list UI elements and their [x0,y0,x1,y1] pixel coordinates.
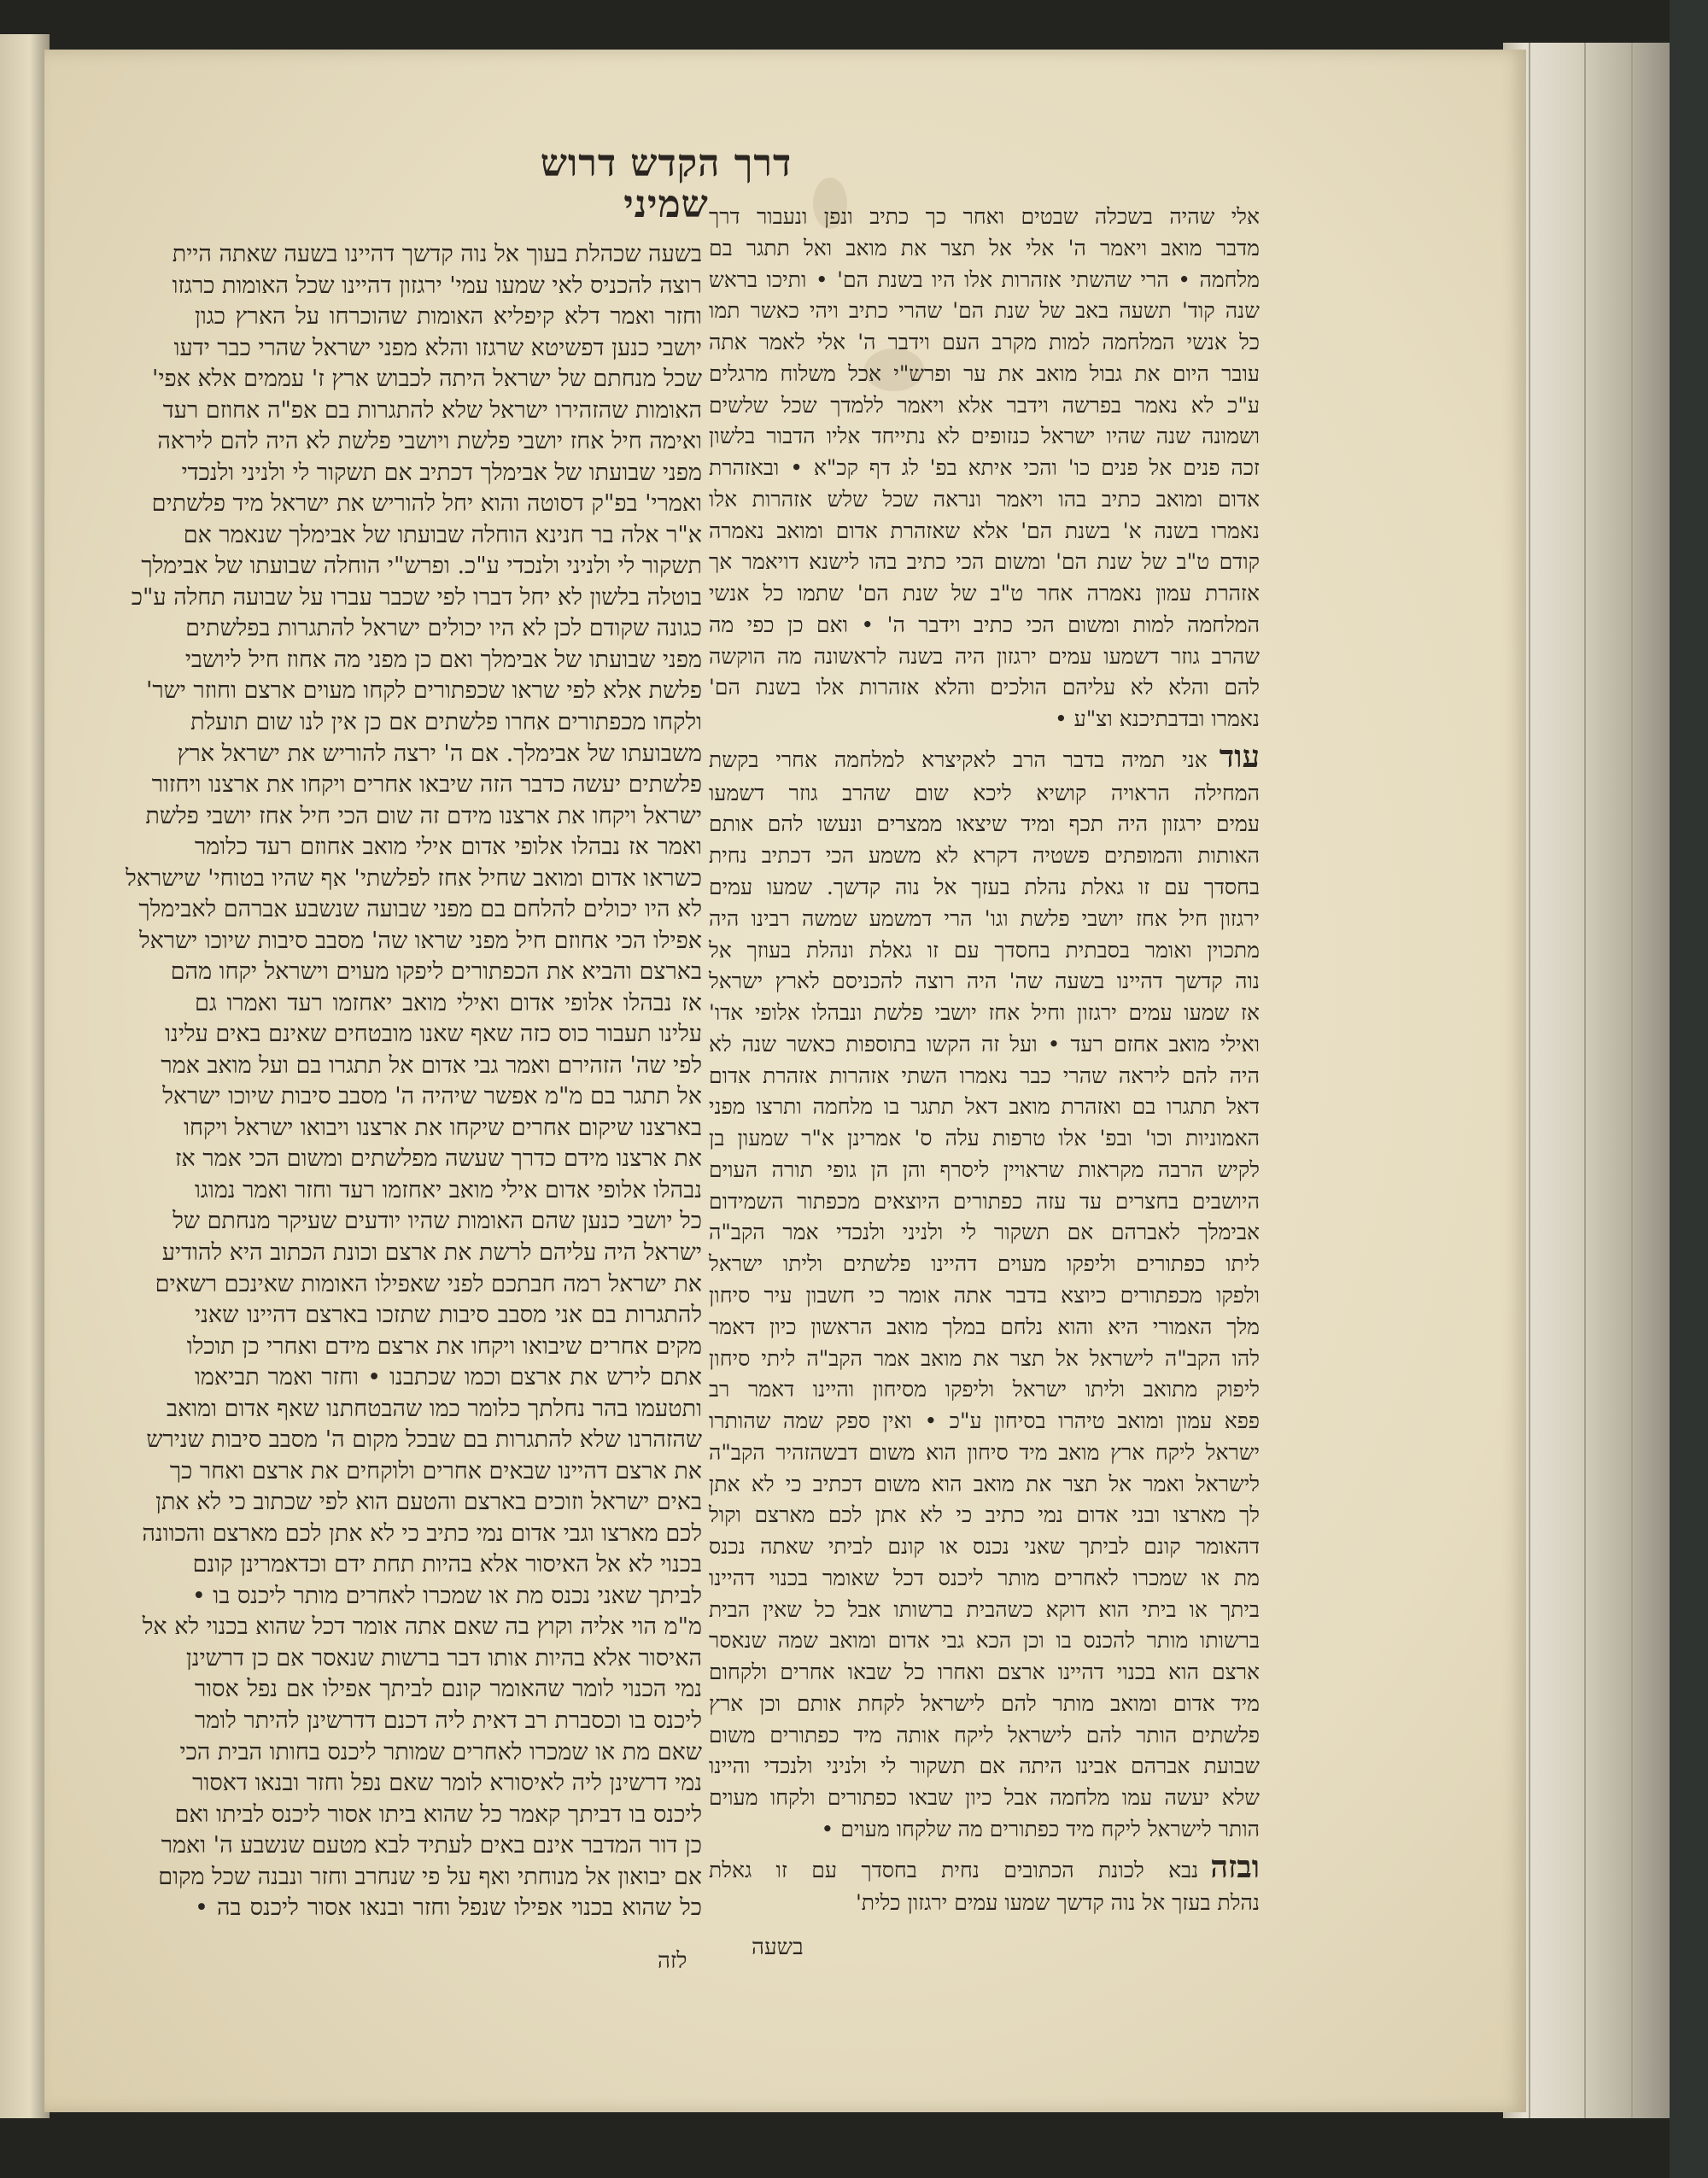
text-line [173,1208,702,1235]
text-line [173,334,702,361]
line-text: עלינו תעבור כוס כזה שאף שאנו מובטחים שאינם באים עלינו [165,1021,702,1048]
text-line [195,990,702,1016]
line-text: וחזר ואמר דלא קיפליא האומות שהוכרחו על הארץ כגון [195,303,702,331]
line-text: ע"כ לא נאמר בפרשה וידבר אלא ויאמר ללמדך שכל שלשים [709,392,1260,418]
text-line [174,1800,702,1828]
text-line [195,1676,702,1702]
line-text: אזהרת עמון נאמרה אחר ט"ב של שנת הם' שתמו כל אנשי [709,581,1260,606]
paragraph-lead-word: עוד [1219,738,1260,776]
line-text: האיסור אלא בהיות אותו דבר ברשות שנאסר אם כן דרשינן [185,1644,702,1672]
line-text: עמים ירגזון היה תכף ומיד שיצאו ממצרים ונעשו להם אותם [709,811,1260,837]
text-line [183,521,702,548]
text-line [169,1457,702,1484]
text-line [709,205,1260,230]
line-text: לך מארצו ובני אדום נמי כתיב כי לא אתן לכם מארצם וקול [709,1502,1260,1528]
line-text: משבועתו של אבימלך. אם ה' ירצה להוריש את ישראל ארץ [177,740,702,767]
line-text: מקים אחרים שיבואו ויקחו את ארצם מידם ואחרי כן תוכלו [186,1332,702,1360]
line-text: אלי שהיה בשכלה שבטים ואחר כך כתיב ונפן ונעבור דרך [709,204,1260,229]
line-text: מפני שבועתו של אבימלך ואם כן מפני מה אחוז חיל ליושבי [184,646,702,673]
text-line [709,1891,1260,1916]
text-line [185,1644,702,1672]
line-text: נמי הכנוי לומר שהאומר קונם לביתך אפילו אם נפל אסור [195,1676,702,1703]
line-text: מלך האמורי היא והוא נלחם במלך מואב הראשון כיון דאמר [709,1314,1260,1339]
line-text: אדום ומואב כתיב בהו ויאמר ונראה שכל שלש אזהרות אלו [709,486,1260,512]
line-text: לקיש הרבה מקראות שראויין ליסרף והן הן גופי תורה העוים [709,1156,1260,1182]
text-line [152,366,702,393]
line-text: שכל מנחתם של ישראל היתה לכבוש ארץ ז' עממים אלא אפי' [152,366,702,393]
text-line [191,1582,702,1609]
line-text: הותר לישראל ליקח מיד כפתורים מה שלקחו מעוים • [821,1816,1260,1841]
text-line [145,677,702,705]
line-text: יושבי כנען דפשיטא שרגזו והלא מפני ישראל שהרי כבר ידעו [173,334,702,361]
text-line [192,1770,702,1797]
line-text: נוה קדשך דהיינו בשעה שה' היה רוצה להכניסם לארץ ישראל [709,969,1260,994]
line-text: שהזהרנו שלא להתגרות בם שבכל מקום ה' מסבב סיבות שנירש [146,1426,702,1454]
line-text: מפני שבועתו של אבימלך דכתיב אם תשקור לי ולניני ולנכדי [181,459,702,486]
text-line [709,1221,1260,1245]
text-line [161,1051,702,1079]
text-line [185,615,702,642]
text-line [172,272,702,299]
line-text: באים ישראל וזוכים בארצם והטעם הוא לפי שכתוב כי לא אתן [155,1489,702,1516]
text-line [195,834,702,860]
text-line [165,1021,702,1048]
right-text-column [709,205,1260,1917]
text-line [709,1692,1260,1717]
line-text: פפא עמון ומואב טיהרו בסיחון ע"כ • ואין ספק שמה שהותרו [709,1408,1260,1434]
text-line [709,1441,1260,1466]
line-text: נאמרו בשנה א' בשנת הם' אלא שאזהרת אדום ומואב נאמרה [709,518,1260,543]
line-text: האותות והמופתים פשטיה דקרא לא משמע הכי דכתיב נחית [709,843,1260,869]
text-line [155,1489,702,1516]
line-text: לביתך שאני נכנס מת או שמכרו לאחרים מותר ליכנס בו • [191,1582,702,1609]
line-text: ישראל ליקח ארץ מואב מיד סיחון הוא משום דבשהזהיר הקב"ה [709,1439,1260,1465]
line-text: ולקחו מכפתורים אחרו פלשתים אם כן אין לנו שום תועלת [190,708,702,735]
text-line [167,1395,702,1422]
line-text: אז שמעו עמים ירגזון וחיל אחז יושבי פלשת ונבהלו אלופי אדו' [709,1000,1260,1026]
text-line [709,237,1260,261]
text-line [170,958,702,986]
text-line [138,896,702,923]
line-text: פלשת אלא לפי שראו שכפתורים לקחו מעוים ארצם וחוזר ישר' [145,677,702,705]
line-text: נהלת בעזך אל נוה קדשך שמעו עמים ירגזון כלית' [855,1890,1260,1916]
text-line [709,1252,1260,1277]
line-text: ולפקו מכפתורים כיוצא בדבר אתה אומר כי חשבון עיר סיחון [709,1282,1260,1308]
line-text: בארצם והביא את הכפתורים ליפקו מעוים וישראל יקחו מהם [170,958,702,986]
line-text: ברשותו מותר להכנס בו וכן הכא גבי אדום ומואב שמה שנאסר [709,1628,1260,1654]
line-text: פלשתים יעשה כדבר הזה שיבאו אחרים ויקחו את ארצנו ויחזור [151,771,702,799]
line-text: כל אנשי המלחמה למות מקרב העם וידבר ה' אלי לאמר אתה [709,330,1260,355]
text-line [709,1472,1260,1497]
left-text-column [126,241,702,1922]
line-text: ואמרי' בפ"ק דסוטה והוא יחל להוריש את ישראל מיד פלשתים [151,490,702,518]
line-text: לא היו יכולים להלחם בם מפני שבועה שנשבע אברהם לאבימלך [138,896,702,923]
text-line [709,782,1260,806]
text-line [177,740,702,767]
line-text: כל יושבי כנען שהם האומות שהיו יודעים שעיקר מנחתם של [173,1208,702,1235]
line-text: בוטלה בלשון לא יחל דברו לפי שכבר עברו על שבועה תחלה ע"כ [131,583,702,611]
text-line [709,1347,1260,1372]
line-text: שבועת אברהם אבינו היתה אם תשקור לי ולניני ולנכדי והיינו [709,1754,1260,1779]
line-text: ואילי מואב אחזם רעד • ועל זה הקשו בתוספות כאשר שנה לא [709,1031,1260,1057]
line-text: תשקור לי ולניני ולנכדי ע"כ. ופרש"י הוחלה שבועתו של אבימלך [141,553,702,580]
line-text: להו הקב"ה לישראל אל תצר את מואב אמר הקב"ה ליתי סיחון [709,1345,1260,1371]
line-text: מת או שמכרו לאחרים מותר ליכנס דכל שאומר בכנוי דהיינו [709,1565,1260,1590]
text-line [161,1239,702,1266]
text-line [179,1738,702,1765]
text-line [709,1158,1260,1183]
text-line [162,396,702,424]
text-line [709,519,1260,544]
text-line [709,875,1260,900]
line-text: כשראו אדום ומואב שחיל אחז לפלשתי' אף שהיו בטוחי' שישראל [126,864,702,892]
line-text: לפי שה' הזהירם ואמר גבי אדום אל תתגרו בם ועל מואב אמר [161,1051,702,1079]
text-line [709,424,1260,449]
line-text: שנה קוד' תשעה באב של שנת הם' שהרי כתיב ויהי כאשר תמו [709,298,1260,324]
text-line [146,1426,702,1454]
text-line [709,1724,1260,1748]
text-line [709,1127,1260,1151]
text-line [142,1519,702,1547]
text-line [192,1551,702,1578]
line-text: א"ר אלה בר חנינא הוחלה שבועתו של אבימלך שנאמר אם [183,521,702,548]
line-text: היושבים בחצרים עד עזה כפתורים היוצאים מכפתור השמידום [709,1188,1260,1214]
text-line [141,553,702,580]
text-line [186,1332,702,1360]
text-line [181,459,702,486]
line-text: בארצנו שיקום אחרים שיקחו את ארצנו ויבואו ישראל ויקחו [184,1114,702,1141]
line-text: שהרב גוזר דשמעו עמים ירגזון היה בשנה לראשונה מה הוקשה [709,643,1260,669]
running-header: דרך הקדש דרוש שמיני [540,142,793,227]
line-text: ירגזון חיל אחז יושבי פלשת וגו' הרי דמשמע שמשה רבינו היה [709,905,1260,931]
line-text: נמי דרשינן ליה לאיסורא לומר שאם נפל וחזר ובנאו דאסור [192,1770,702,1797]
line-text: לכם מארצו וגבי אדום נמי כתיב כי לא אתן לכם מארצם והכוונה [142,1519,702,1547]
line-text: להתגרות בם אני מסבב סיבות שתזכו בארצם דהיינו שאני [195,1302,702,1329]
text-line [709,1001,1260,1026]
line-text: בכנוי לא אל האיסור אלא בהיות תחת ידם וכדאמרינן קונם [192,1551,702,1578]
text-line [145,802,702,829]
text-line [709,707,1260,732]
text-line [709,1598,1260,1623]
line-text: בחסדך עם זו גאלת נהלת בעזך אל נוה קדשך. שמעו עמים [709,875,1260,900]
text-line [709,1315,1260,1340]
line-text: ישראל ויקחו את ארצנו מידם זה שום הכי חיל אחז יושבי פלשת [145,802,702,829]
text-line [709,394,1260,419]
line-text: האומות שהזהירו ישראל שלא להתגרות בם אפ"ה אחוזם רעד [162,396,702,424]
page-stack-edges [1503,43,1678,2118]
line-text: ישראל היה עליהם לרשת את ארצם וכונת הכתוב היא להודיע [161,1239,702,1266]
text-line [709,362,1260,387]
text-line [709,1849,1260,1885]
text-line [709,456,1260,481]
text-line [709,676,1260,700]
line-text: היה להם ליראה שהרי כבר נאמרו השתי אזהרות אזהרת אדום [709,1063,1260,1088]
text-line [709,1095,1260,1120]
text-line [175,1145,702,1173]
line-text: לישראל ואמר אל תצר את מואב הוא משום דכתיב כי לא אתן [709,1471,1260,1496]
text-line [709,1566,1260,1591]
text-line [709,1409,1260,1434]
line-text: ליתו כפתורים וליפקו מעוים דהיינו פלשתים וליתו ישראל [709,1251,1260,1277]
text-line [158,1863,702,1890]
line-text: אפילו הכי אחוזם חיל מפני שראו שה' מסבב סיבות שיוכו ישראל [138,927,702,954]
text-line [709,1818,1260,1842]
paragraph-lead-word: ובזה [1210,1847,1260,1885]
text-line [709,1754,1260,1779]
line-text: מיד אדום ומואב מותר להם לישראל לקחת אותם וכן ארץ [709,1690,1260,1716]
text-line [195,1894,702,1921]
line-text: כגונה שקודם לכן לא היו יכולים ישראל להתגרות בפלשתים [185,615,702,642]
text-line [190,708,702,735]
line-text: כל שהוא בכנוי אפילו שנפל וחזר ובנאו אסור ליכנס בה • [195,1894,702,1922]
text-line [709,331,1260,355]
line-text: נאמרו ובדבתיכנא וצ"ע • [1054,706,1260,732]
line-text: ותטעמו בהר נחלתך כלומר כמו שהבטחתנו שאף אדום ומואב [167,1395,702,1422]
text-line [709,1378,1260,1402]
line-text: ליפוק מתואב וליתו ישראל וליפקו מסיחון והיינו דאמר רב [709,1377,1260,1402]
text-line [709,582,1260,606]
line-text: נבא לכונת הכתובים נחית בחסדך עם זו גאלת [709,1857,1199,1882]
facing-page-edge [0,34,50,2118]
line-text: נבהלו אלופי אדום אילי מואב יאחזמו רעד וחזר ואמר נמוגו [195,1176,702,1203]
catchword-left: לזה [658,1948,687,1974]
text-line [709,1033,1260,1057]
line-text: אם יבואון אל מנוחתי ואף על פי שנחרב וחזר ונבנה שכל מקום [158,1863,702,1890]
text-line [195,303,702,330]
line-text: להם והלא לא עליהם הולכים והלא אזהרות אלו בשנת הם' [709,675,1260,700]
text-line [151,771,702,799]
text-line [709,1064,1260,1089]
text-line [142,1613,702,1641]
line-text: המחילה הראויה קושיא ליכא שום שהרב גוזר דשמעו [709,780,1260,805]
text-line [709,613,1260,638]
text-line [709,907,1260,932]
line-text: שאם מת או שמכרו לאחרים שמותר ליכנס בחותו הבית הכי [179,1738,702,1765]
text-line [709,739,1260,775]
text-line [195,1364,702,1391]
line-text: את ארצם דהיינו שבאים אחרים ולוקחים את ארצם ואחר כך [169,1457,702,1484]
text-line [709,1660,1260,1685]
line-text: מדבר מואב ויאמר ה' אלי אל תצר את מואב ואל תתגר בם [709,235,1260,261]
line-text: אל תתגר בם מ"מ אפשר שיהיה ה' מסבב סיבות שיוכו ישראל [162,1083,702,1110]
line-text: אני תמיה בדבר הרב לאקיצרא למלחמה אחרי בקשת [709,747,1208,773]
line-text: דאל תתגרו בם ואזהרת מואב דאל תתגר בו מלחמה ותרצו מפני [709,1094,1260,1120]
line-text: האמוניות וכו' ובפ' אלו טרפות עלה ס' אמרינן א"ר שמעון בן [709,1126,1260,1151]
line-text: ליכנס בו וכסברת רב דאית ליה דכנם דדרשינן להיתר לומר [195,1707,702,1734]
line-text: ביתך או ביתי הוא דוקא כשהבית ברשותו אבל כל שאין הבית [709,1596,1260,1622]
text-line [184,1114,702,1141]
text-line [155,1270,702,1297]
line-text: מלחמה • הרי שהשתי אזהרות אלו היו בשנת הם' • ותיכו בראש [709,266,1260,292]
text-line [709,969,1260,994]
text-line [709,1284,1260,1309]
line-text: ליכנס בו דביתך קאמר כל שהוא ביתו אסור ליכנס לביתו ואם [174,1800,702,1828]
line-text: בשעה שכהלת בעוך אל נוה קדשך דהיינו בשעה שאתה היית [172,241,702,267]
line-text: את ארצנו מידם כדרך שעשה מפלשתים ומשום הכי אמר אז [175,1145,702,1173]
text-line [709,812,1260,837]
line-text: עובר היום את גבול מואב את ער ופרש"י אכל משלוח מרגלים [709,360,1260,386]
text-line [195,1707,702,1734]
text-line [709,1190,1260,1215]
text-line [709,645,1260,670]
text-line [195,1177,702,1203]
line-text: ואמר אז נבהלו אלופי אדום אילי מואב אחוזם רעד כלומר [195,834,702,861]
text-line [709,1535,1260,1560]
line-text: אבימלך לאברהם אם תשקור לי ולניני ולנכדי אמר הקב"ה [709,1220,1260,1245]
text-line [157,428,702,455]
line-text: קודם ט"ב של שנת הם' ומשום הכי כתיב בהו לישנא דויאמר אך [709,549,1260,575]
text-line [151,490,702,518]
line-text: פלשתים הותר להם לישראל ליקח אותה מיד כפתורים משום [709,1722,1260,1748]
book-binding [1670,0,1708,2178]
text-line [709,550,1260,575]
line-text: מ"מ הוי אליה וקוץ בה שאם אתה אומר דכל שהוא בכנוי לא אל [142,1613,702,1641]
text-line [195,1302,702,1328]
text-line [709,1629,1260,1654]
text-line [126,864,702,892]
text-line [138,927,702,954]
text-line [709,299,1260,324]
line-text: המלחמה למות ומשום הכי כתיב וידבר ה' • ואם כן כפי מה [709,612,1260,637]
text-line [709,939,1260,963]
line-text: אתם לירש את ארצם וכמו שכתבנו • וחזר ואמר תביאמו [195,1364,702,1391]
line-text: ואימה חיל אחז יושבי פלשת ויושבי פלשת לא היה להם ליראה [157,428,702,455]
line-text: כן דור המדבר אינם באים לעתיד לבא מטעם שנשבע ה' ואמר [161,1832,702,1859]
line-text: זכה פנים אל פנים כו' והכי איתא בפ' לג דף קכ"א • ובאזהרת [709,455,1260,481]
text-line [184,646,702,673]
catchword-right: בשעה [752,1935,804,1960]
line-text: את ישראל רמה חבתכם לפני שאפילו האומות שאינכם רשאים [155,1270,702,1297]
text-line [709,844,1260,869]
line-text: דהאומר קונם לביתך שאני נכנס או קונם לביתי שאתה נכנס [709,1534,1260,1560]
text-line [172,241,702,267]
text-line [709,488,1260,512]
line-text: ושמונה שנה שהיו ישראל כנזופים לא נתייחד אליו הדבור בלשון [709,424,1260,449]
line-text: שלא יעשה עמו מלחמה אבל כיון שבאו כפתורים ולקחו מעוים [709,1785,1260,1811]
line-text: מתכוין ואומר בסבתית בחסדך עם זו גאלת ונהלת בעוזך אל [709,937,1260,963]
text-line [131,583,702,611]
text-line [709,268,1260,293]
text-line [162,1083,702,1110]
text-line [709,1786,1260,1811]
text-line [161,1832,702,1859]
line-text: ארצם הוא בכנוי דהיינו ארצם ואחרו כל שבאו אחרים ולקחום [709,1660,1260,1685]
line-text: רוצה להכניס לאי שמעו עמי' ירגזון דהיינו שכל האומות כרגזו [172,272,702,299]
text-line [709,1503,1260,1528]
line-text: אז נבהלו אלופי אדום ואילי מואב יאחזמו רעד ואמרו גם [195,989,702,1016]
